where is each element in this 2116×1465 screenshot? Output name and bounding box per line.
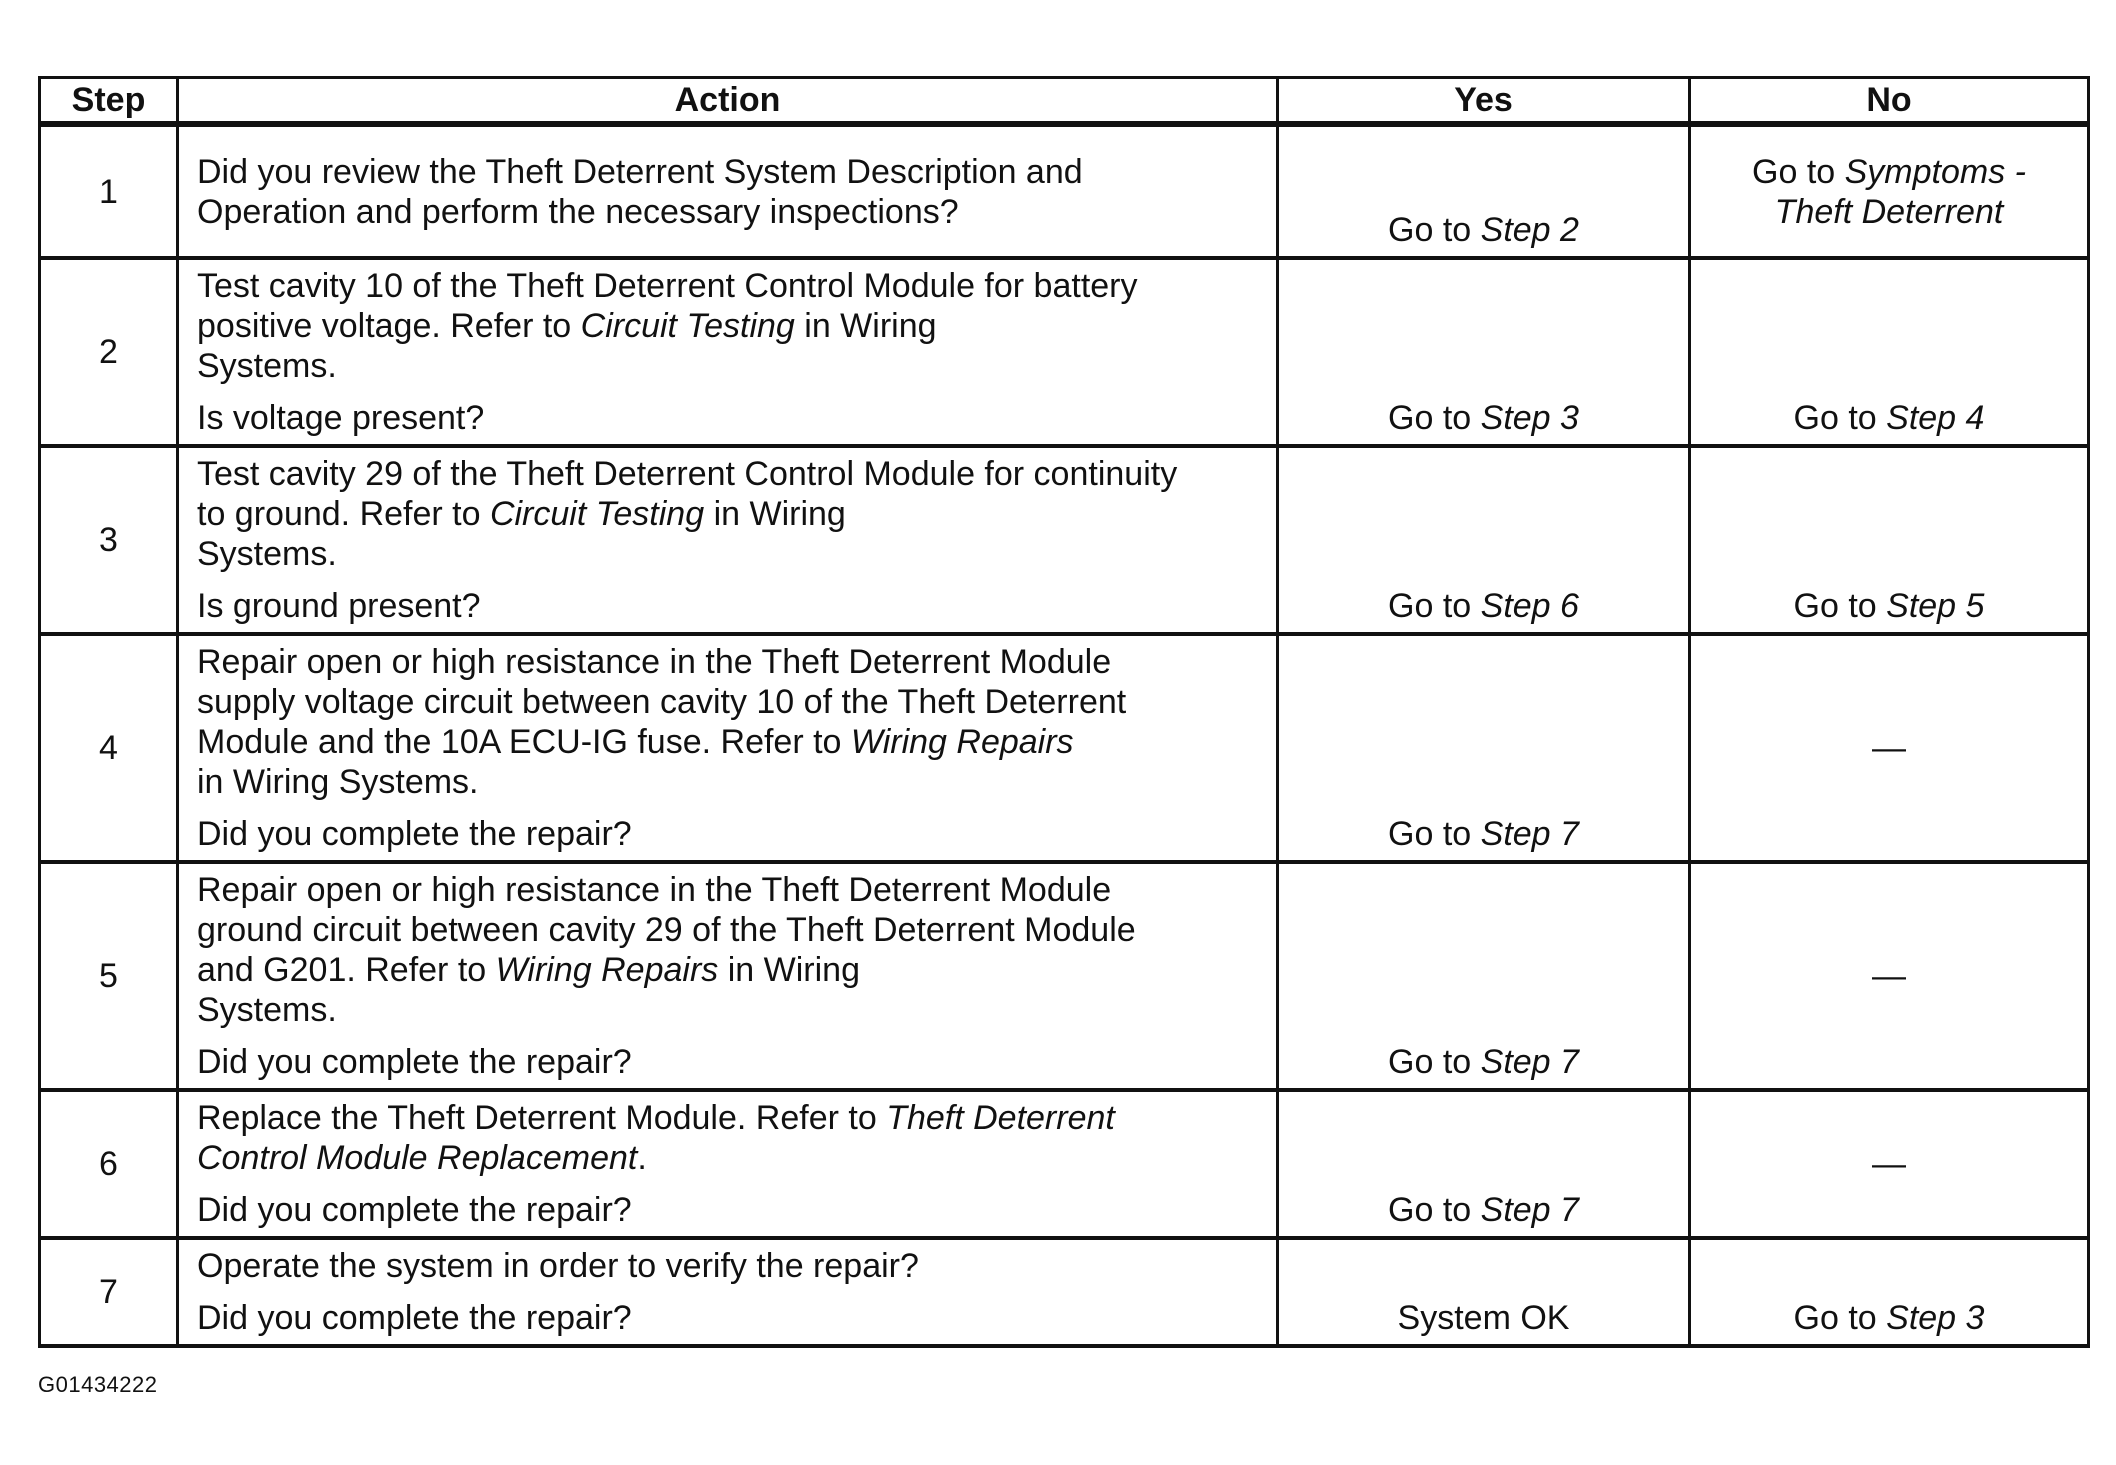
table-row	[40, 634, 2089, 862]
action-text: Replace the Theft Deterrent Module. Refer to	[197, 1099, 887, 1137]
action-description	[197, 642, 1260, 802]
no-text: —	[1872, 729, 1906, 767]
no-cell	[1690, 634, 2089, 862]
action-question: Did you complete the repair?	[197, 1043, 632, 1081]
yes-text: Go to	[1388, 211, 1481, 249]
action-question: Did you complete the repair?	[197, 1299, 632, 1337]
yes-text: Go to	[1388, 399, 1481, 437]
action-text: Test cavity 29 of the Theft Deterrent Control Module for continuity to ground. Refer to	[197, 455, 1178, 533]
yes-cell	[1278, 124, 1690, 258]
header-yes: Yes	[1278, 78, 1690, 125]
action-description	[197, 1098, 1260, 1178]
no-step-reference: Step 4	[1886, 399, 1985, 437]
action-reference: Circuit Testing	[580, 307, 795, 345]
step-number: 1	[40, 124, 178, 258]
action-cell	[178, 1238, 1278, 1346]
header-no: No	[1690, 78, 2089, 125]
table-row	[40, 124, 2089, 258]
no-text: —	[1872, 957, 1906, 995]
yes-step-reference: Step 3	[1480, 399, 1579, 437]
yes-text: Go to	[1388, 587, 1481, 625]
action-reference: Circuit Testing	[489, 495, 705, 533]
table-row	[40, 258, 2089, 446]
diagnostic-table-container	[38, 76, 2087, 1348]
yes-text: System OK	[1397, 1299, 1570, 1337]
yes-text: Go to	[1388, 815, 1481, 853]
action-text-tail: in Wiring Systems.	[197, 495, 846, 573]
table-row	[40, 1090, 2089, 1238]
no-cell	[1690, 862, 2089, 1090]
no-cell	[1690, 258, 2089, 446]
yes-step-reference: Step 7	[1480, 1043, 1579, 1081]
action-text: Did you review the Theft Deterrent System Description and Operation and perform the necessary inspections?	[197, 152, 1083, 231]
no-text: Go to	[1793, 399, 1887, 437]
no-cell	[1690, 1090, 2089, 1238]
no-text: Go to	[1793, 1299, 1887, 1337]
figure-id: G01434222	[38, 1372, 158, 1397]
yes-step-reference: Step 6	[1480, 587, 1579, 625]
action-reference: Wiring Repairs	[850, 723, 1074, 761]
table-row	[40, 1238, 2089, 1346]
action-description	[197, 454, 1260, 574]
step-number: 5	[40, 862, 178, 1090]
yes-cell	[1278, 1090, 1690, 1238]
yes-cell	[1278, 446, 1690, 634]
yes-text: Go to	[1388, 1043, 1481, 1081]
action-text: Repair open or high resistance in the Theft Deterrent Module ground circuit between cavity 29 of the Theft Deterrent Module and G201. Refer to	[197, 871, 1136, 989]
action-description	[197, 1246, 1260, 1286]
action-question: Is ground present?	[197, 587, 481, 625]
no-cell	[1690, 446, 2089, 634]
header-step: Step	[40, 78, 178, 125]
yes-cell	[1278, 1238, 1690, 1346]
action-text-tail: in Wiring Systems.	[197, 763, 479, 801]
action-text-tail: in Wiring Systems.	[197, 307, 937, 385]
action-cell	[178, 634, 1278, 862]
action-reference: Wiring Repairs	[495, 951, 719, 989]
action-question: Is voltage present?	[197, 399, 485, 437]
action-description	[197, 152, 1260, 232]
action-cell	[178, 446, 1278, 634]
table-header-row	[40, 78, 2089, 125]
no-cell	[1690, 1238, 2089, 1346]
action-text-tail: in Wiring Systems.	[197, 951, 860, 1029]
no-text: Go to	[1752, 152, 1845, 191]
no-step-reference: Step 3	[1886, 1299, 1985, 1337]
action-cell	[178, 124, 1278, 258]
step-number: 3	[40, 446, 178, 634]
table-row	[40, 446, 2089, 634]
action-text: Test cavity 10 of the Theft Deterrent Control Module for battery positive voltage. Refer to	[197, 267, 1138, 345]
no-text: Go to	[1793, 587, 1887, 625]
no-step-reference: Symptoms - Theft Deterrent	[1774, 152, 2026, 231]
no-cell	[1690, 124, 2089, 258]
action-text-tail: .	[637, 1139, 647, 1177]
step-number: 7	[40, 1238, 178, 1346]
step-number: 4	[40, 634, 178, 862]
header-action: Action	[178, 78, 1278, 125]
action-cell	[178, 1090, 1278, 1238]
step-number: 6	[40, 1090, 178, 1238]
action-reference: Theft Deterrent Control Module Replacement	[197, 1099, 1115, 1177]
yes-text: Go to	[1388, 1191, 1481, 1229]
action-description	[197, 870, 1260, 1030]
yes-step-reference: Step 2	[1480, 211, 1579, 249]
action-text: Operate the system in order to verify the repair?	[197, 1247, 919, 1285]
yes-cell	[1278, 258, 1690, 446]
action-description	[197, 266, 1260, 386]
action-cell	[178, 862, 1278, 1090]
action-text: Repair open or high resistance in the Theft Deterrent Module supply voltage circuit between cavity 10 of the Theft Deterrent Module and the 10A ECU-IG fuse. Refer to	[197, 643, 1127, 761]
yes-step-reference: Step 7	[1480, 815, 1579, 853]
action-cell	[178, 258, 1278, 446]
yes-cell	[1278, 634, 1690, 862]
step-number: 2	[40, 258, 178, 446]
no-text: —	[1872, 1145, 1906, 1183]
diagnostic-table	[38, 76, 2090, 1348]
action-question: Did you complete the repair?	[197, 815, 632, 853]
no-step-reference: Step 5	[1886, 587, 1985, 625]
table-row	[40, 862, 2089, 1090]
yes-step-reference: Step 7	[1480, 1191, 1579, 1229]
action-question: Did you complete the repair?	[197, 1191, 632, 1229]
yes-cell	[1278, 862, 1690, 1090]
